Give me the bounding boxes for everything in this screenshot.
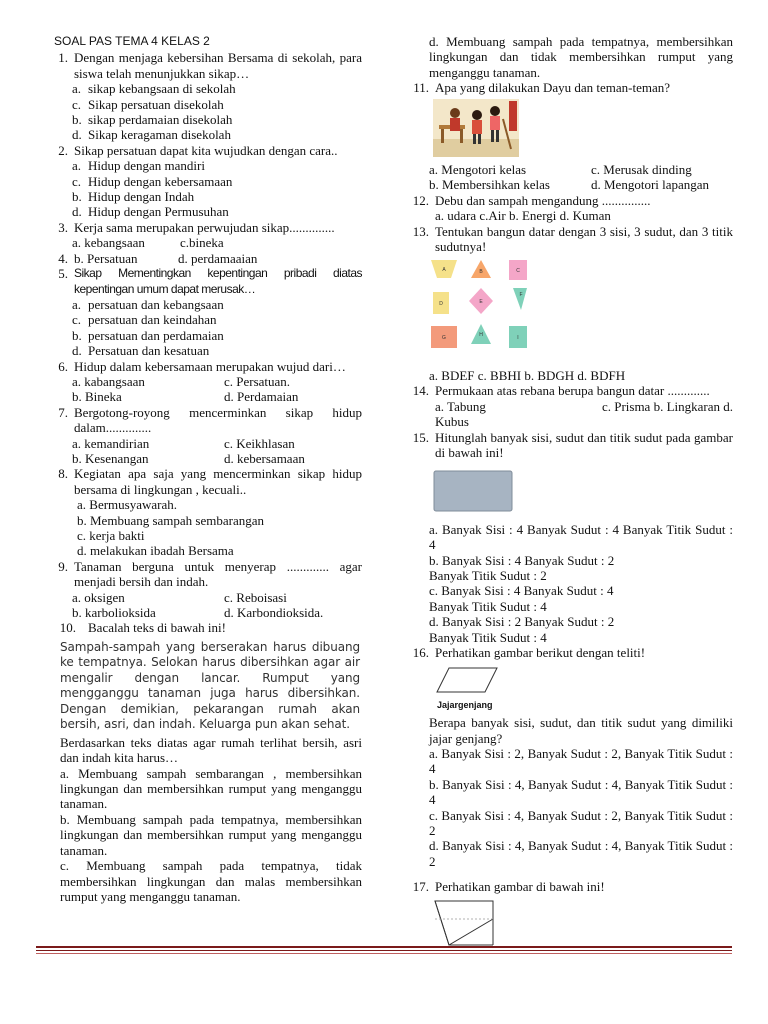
triangular-prism-figure — [433, 899, 495, 949]
question-7 — [46, 405, 362, 436]
question-15 — [407, 430, 733, 461]
option-text: a. Mengotori kelas — [429, 162, 527, 178]
option-row — [46, 235, 362, 250]
shape-label: H — [479, 332, 483, 339]
option — [46, 513, 362, 528]
question-3 — [46, 220, 362, 235]
option-text: persatuan dan keindahan — [88, 312, 217, 328]
question-number: 15. — [412, 429, 429, 445]
option: d. Banyak Sisi : 2 Banyak Sudut : 2 — [429, 614, 615, 630]
question-2 — [46, 143, 362, 158]
question-number: 4. — [58, 250, 68, 266]
question-number: 7. — [58, 404, 68, 420]
option-row — [407, 162, 733, 177]
option-row — [407, 177, 733, 192]
option-detail: Banyak Titik Sudut : 2 — [429, 567, 547, 583]
option: a. Hidup dengan mandiri — [72, 158, 205, 174]
shape-label: C — [516, 268, 520, 275]
option-row — [407, 399, 733, 414]
question-number: 3. — [58, 219, 68, 235]
question-text: Tanaman berguna untuk menyerap ............. agar menjadi bersih dan indah. — [74, 558, 362, 590]
option: c. Sikap persatuan disekolah — [72, 96, 224, 112]
option-row: a. BDEF c. BBHI b. BDGH d. BDFH — [429, 367, 626, 383]
option: b. sikap perdamaian disekolah — [72, 112, 233, 128]
question-10 — [46, 620, 362, 635]
question-text: Perhatikan gambar berikut dengan teliti! — [435, 644, 646, 660]
option: d. Hidup dengan Permusuhan — [72, 204, 229, 220]
option: d. Banyak Sisi : 4, Banyak Sudut : 4, Banyak Titik Sudut : 2 — [429, 838, 733, 869]
option-text: c. Persatuan. — [224, 373, 291, 389]
option-row — [74, 251, 362, 266]
option-text: a. oksigen — [72, 589, 125, 605]
option-text: c. Reboisasi — [224, 589, 287, 605]
question-6 — [46, 359, 362, 374]
option-text: sikap perdamaian disekolah — [88, 112, 233, 128]
option-text: d. melakukan ibadah Bersama — [77, 543, 234, 559]
option-text: b. Bineka — [72, 389, 122, 405]
option-text: d. Karbondioksida. — [224, 605, 324, 621]
question-9 — [46, 559, 362, 590]
option-row — [46, 605, 362, 620]
shape-label: B — [479, 269, 483, 276]
option — [46, 497, 362, 512]
option: c. Banyak Sisi : 4 Banyak Sudut : 4 — [429, 583, 614, 599]
question-text: Tentukan bangun datar dengan 3 sisi, 3 sudut, dan 3 titik sudutnya! — [435, 223, 733, 255]
option-text: sikap kebangsaan di sekolah — [88, 81, 236, 97]
option-text: persatuan dan kebangsaan — [88, 296, 224, 312]
option-text: c. Keikhlasan — [224, 435, 295, 451]
rectangle-figure — [433, 470, 513, 512]
question-4 — [46, 251, 362, 266]
question-number: 8. — [58, 466, 68, 482]
option-text: Persatuan dan kesatuan — [88, 343, 210, 359]
option-text: c. kerja bakti — [77, 528, 145, 543]
option: a. Banyak Sisi : 4 Banyak Sudut : 4 Banyak Titik Sudut : 4 — [429, 521, 733, 553]
option: b. Hidup dengan Indah — [72, 189, 195, 205]
option-text: d. Mengotori lapangan — [591, 177, 710, 193]
question-16 — [407, 645, 733, 660]
option-text: b. Persatuan — [74, 250, 138, 266]
question-13 — [407, 224, 733, 255]
parallelogram-figure — [435, 666, 499, 694]
question-1 — [46, 50, 362, 81]
shape-label: A — [442, 267, 446, 274]
question-number: 5. — [58, 266, 68, 282]
option: a. persatuan dan kebangsaan — [72, 296, 224, 312]
question-text: Apa yang dilakukan Dayu dan teman-teman? — [435, 80, 670, 96]
option: a. Banyak Sisi : 2, Banyak Sudut : 2, Banyak Titik Sudut : 4 — [429, 746, 733, 777]
option: c. Membuang sampah pada tempatnya, tidak membersihkan lingkungan dan malas membersihkan rumput yang menganggu tanaman. — [60, 858, 362, 904]
question-text: Sikap persatuan dapat kita wujudkan dengan cara.. — [74, 142, 338, 158]
question-prompt: Berapa banyak sisi, sudut, dan titik sudut yang dimiliki jajar genjang? — [429, 715, 733, 746]
option: b. Banyak Sisi : 4 Banyak Sudut : 2 — [429, 552, 615, 568]
option-text: c. Merusak dinding — [591, 162, 692, 178]
page-title: SOAL PAS TEMA 4 KELAS 2 — [54, 34, 210, 48]
question-8 — [46, 466, 362, 497]
question-text: Hitunglah banyak sisi, sudut dan titik sudut pada gambar di bawah ini! — [435, 429, 733, 460]
option-text: Hidup dengan kebersamaan — [88, 173, 233, 189]
option — [46, 543, 362, 558]
footer-rule — [36, 946, 732, 954]
classroom-cleaning-illustration — [433, 99, 519, 157]
question-text: Bergotong-royong mencerminkan sikap hidup dalam.............. — [74, 404, 362, 436]
question-text: Hidup dalam kebersamaan merupakan wujud dari… — [74, 358, 346, 374]
question-text: Debu dan sampah mengandung ............... — [435, 192, 651, 208]
option-text: a. kemandirian — [72, 435, 150, 451]
reading-passage: Sampah-sampah yang berserakan harus dibuang ke tempatnya. Selokan harus dibersihkan agar air mengalir dengan lancar. Rumput yang mengganggu tanaman juga harus dibersihkan. Dengan demikian, pekarangan rumah akan bersih, asri, dan indah. Keluarga pun akan sehat. — [60, 639, 360, 732]
option-row — [46, 451, 362, 466]
question-number: 11. — [413, 80, 429, 96]
shape-label: F — [519, 292, 523, 299]
right-column — [407, 34, 733, 952]
option-detail: Banyak Titik Sudut : 4 — [429, 629, 547, 645]
option: b. persatuan dan perdamaian — [72, 327, 224, 343]
question-number: 6. — [58, 358, 68, 374]
option: c. persatuan dan keindahan — [72, 312, 217, 328]
option-text: a. Bermusyawarah. — [77, 497, 177, 513]
option-text: b. Kesenangan — [72, 450, 149, 466]
option-text: c.bineka — [180, 235, 224, 251]
question-number: 13. — [412, 223, 429, 239]
question-5 — [46, 266, 362, 297]
left-column — [46, 34, 362, 904]
question-text: Sikap Mementingkan kepentingan pribadi diatas kepentingan umum dapat merusak… — [74, 266, 362, 296]
option-text: b. Membersihkan kelas — [429, 177, 550, 193]
option: d. Sikap keragaman disekolah — [72, 127, 231, 143]
question-17 — [407, 879, 733, 894]
shape-label: E — [479, 299, 483, 306]
option: b. Banyak Sisi : 4, Banyak Sudut : 4, Banyak Titik Sudut : 4 — [429, 776, 733, 808]
question-number: 12. — [412, 192, 429, 208]
question-text: Dengan menjaga kebersihan Bersama di sekolah, para siswa telah menunjukkan sikap… — [74, 50, 362, 81]
question-text: Kerja sama merupakan perwujudan sikap.............. — [74, 219, 335, 235]
question-number: 1. — [58, 50, 68, 66]
option-row — [46, 374, 362, 389]
option: c. Hidup dengan kebersamaan — [72, 173, 233, 189]
question-number: 10. — [59, 620, 76, 636]
option-text: Sikap keragaman disekolah — [88, 127, 231, 143]
question-12 — [407, 193, 733, 208]
option-row — [46, 389, 362, 404]
option-text: Hidup dengan Indah — [88, 189, 195, 205]
option-row: a. udara c.Air b. Energi d. Kuman — [435, 208, 611, 224]
option-detail: Banyak Titik Sudut : 4 — [429, 598, 547, 614]
shape-label: I — [517, 335, 519, 342]
option-text: c. Prisma b. Lingkaran d. — [601, 398, 733, 414]
option-text: a. kebangsaan — [72, 235, 145, 251]
question-text: Bacalah teks di bawah ini! — [88, 620, 226, 636]
question-text: Perhatikan gambar di bawah ini! — [435, 879, 605, 895]
option-text: Kubus — [435, 414, 469, 430]
question-11 — [407, 80, 733, 95]
option-text: Hidup dengan mandiri — [88, 158, 205, 174]
question-text: Kegiatan apa saja yang mencerminkan sikap hidup bersama di lingkungan , kecuali.. — [74, 466, 362, 497]
option-row — [46, 436, 362, 451]
question-number: 14. — [412, 383, 429, 399]
option-text: Hidup dengan Permusuhan — [88, 204, 229, 220]
shape-label: D — [439, 301, 443, 308]
question-number: 9. — [58, 558, 68, 574]
option-text: persatuan dan perdamaian — [88, 327, 224, 343]
figure-caption: Jajargenjang — [437, 699, 493, 710]
option: a. sikap kebangsaan di sekolah — [72, 81, 236, 97]
option: d. Membuang sampah pada tempatnya, membersihkan lingkungan dan tidak membersihkan rumput yang menganggu tanaman. — [429, 34, 733, 80]
option-text: Sikap persatuan disekolah — [88, 96, 224, 112]
question-number: 16. — [412, 644, 429, 660]
option-text: b. Membuang sampah sembarangan — [77, 512, 265, 528]
question-14 — [407, 383, 733, 398]
question-prompt: Berdasarkan teks diatas agar rumah terlihat bersih, asri dan indah kita harus… — [60, 734, 362, 766]
option: c. Banyak Sisi : 4, Banyak Sudut : 2, Banyak Titik Sudut : 2 — [429, 807, 733, 839]
option-row — [46, 590, 362, 605]
option: a. Membuang sampah sembarangan , membersihkan lingkungan dan membersihkan rumput yang menganggu tanaman. — [60, 765, 362, 812]
option: d. Persatuan dan kesatuan — [72, 343, 210, 359]
shapes-figure — [429, 258, 549, 362]
option-text: d. kebersamaan — [224, 450, 305, 466]
option-text: a. kabangsaan — [72, 373, 145, 389]
option-text: d. Perdamaian — [224, 389, 299, 405]
shape-label: G — [442, 335, 446, 342]
question-number: 17. — [412, 879, 429, 895]
option-text: a. Tabung — [435, 398, 486, 414]
option: b. Membuang sampah pada tempatnya, membersihkan lingkungan dan membersihkan rumput yang menganggu tanaman. — [60, 811, 362, 858]
option — [46, 528, 362, 543]
option-text: d. perdamaaian — [178, 250, 258, 266]
option-text: b. karbolioksida — [72, 605, 156, 621]
question-text: Permukaan atas rebana berupa bangun datar ............. — [435, 383, 710, 399]
question-number: 2. — [58, 142, 68, 158]
